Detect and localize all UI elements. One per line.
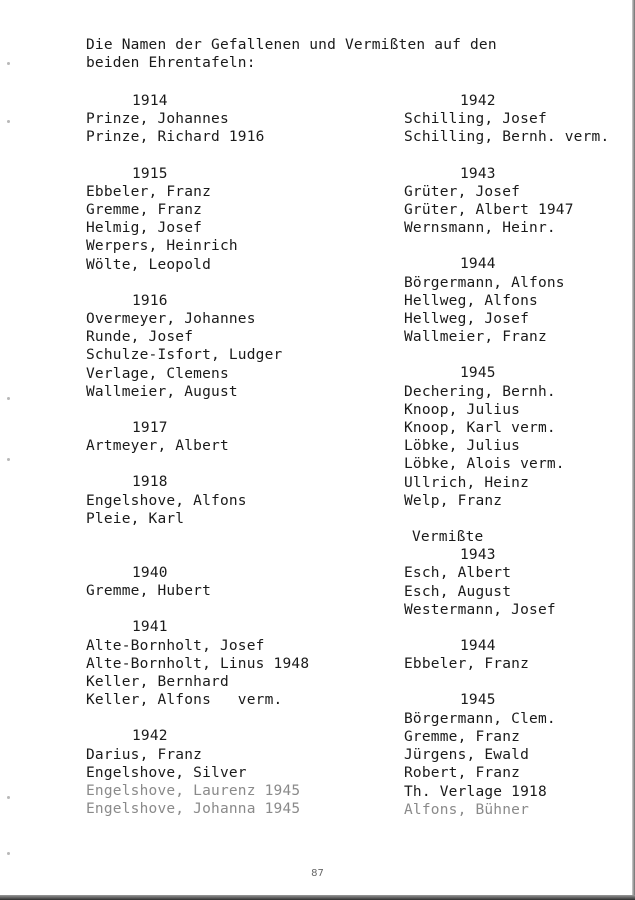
name-entry: Börgermann, Alfons: [404, 274, 565, 291]
name-entry: Prinze, Johannes: [86, 111, 229, 128]
year-heading: 1941: [132, 619, 168, 636]
name-entry: Alte-Bornholt, Linus 1948: [86, 655, 310, 672]
name-entry: Gremme, Hubert: [86, 583, 212, 600]
name-entry: Löbke, Julius: [404, 438, 521, 455]
name-entry: Westermann, Josef: [404, 601, 556, 618]
year-group-1945: [404, 364, 629, 510]
left-column: [86, 92, 386, 819]
year-heading: 1942: [132, 728, 168, 745]
name-entry: Wallmeier, Franz: [404, 329, 547, 346]
name-entry: Ebbeler, Franz: [404, 656, 530, 673]
name-entry: Knoop, Julius: [404, 401, 521, 418]
year-heading: 1945: [460, 692, 496, 709]
name-entry: Grüter, Josef: [404, 183, 521, 200]
name-entry: Artmeyer, Albert: [86, 438, 229, 455]
name-entry: Wallmeier, August: [86, 383, 238, 400]
name-entry: Jürgens, Ewald: [404, 747, 530, 764]
name-entry: Hellweg, Josef: [404, 311, 530, 328]
name-entry: Ebbeler, Franz: [86, 183, 212, 200]
year-heading: 1916: [132, 292, 168, 309]
missing-section: [404, 528, 629, 819]
year-group-1918: [86, 473, 386, 528]
year-group-1916: [86, 292, 386, 401]
page-edge-shadow: [0, 895, 635, 900]
name-entry: Darius, Franz: [86, 746, 203, 763]
year-group-1914: [86, 92, 386, 147]
name-entry: Löbke, Alois verm.: [404, 456, 565, 473]
page-heading: [86, 36, 566, 72]
name-entry: Grüter, Albert 1947: [404, 202, 574, 219]
punch-mark: [7, 62, 10, 65]
name-entry: Dechering, Bernh.: [404, 383, 556, 400]
name-entry: Prinze, Richard 1916: [86, 129, 265, 146]
punch-mark: [7, 397, 10, 400]
name-entry: Esch, August: [404, 583, 512, 600]
year-heading: 1944: [460, 638, 496, 655]
name-entry: Engelshove, Silver: [86, 764, 247, 781]
punch-mark: [7, 852, 10, 855]
right-column: [404, 92, 629, 819]
name-entry: Keller, Bernhard: [86, 674, 229, 691]
name-entry-faded: Engelshove, Johanna 1945: [86, 801, 301, 818]
name-entry: Alte-Bornholt, Josef: [86, 637, 265, 654]
year-group-1940: [86, 564, 386, 600]
name-entry: Hellweg, Alfons: [404, 292, 538, 309]
year-group-1944: [404, 255, 629, 346]
year-heading: 1943: [460, 547, 496, 564]
year-group-1917: [86, 419, 386, 455]
name-entry: Robert, Franz: [404, 765, 521, 782]
name-entry: Engelshove, Alfons: [86, 492, 247, 509]
punch-mark: [7, 796, 10, 799]
name-entry: Gremme, Franz: [404, 728, 521, 745]
year-group-1942: [86, 727, 386, 818]
name-entry: Schilling, Josef: [404, 111, 547, 128]
heading-line-1: Die Namen der Gefallenen und Vermißten auf den: [86, 37, 497, 53]
year-heading: 1917: [132, 420, 168, 437]
name-entry: Gremme, Franz: [86, 202, 203, 219]
name-entry: Keller, Alfons verm.: [86, 692, 283, 709]
name-entry: Overmeyer, Johannes: [86, 311, 256, 328]
name-entry: Wölte, Leopold: [86, 256, 212, 273]
year-group-1941: [86, 618, 386, 709]
year-heading: 1944: [460, 256, 496, 273]
name-entry: Verlage, Clemens: [86, 365, 229, 382]
punch-mark: [7, 120, 10, 123]
year-heading: 1943: [460, 165, 496, 182]
year-group-1915: [86, 165, 386, 274]
name-entry-faded: Alfons, Bühner: [404, 801, 530, 818]
name-entry: Knoop, Karl verm.: [404, 420, 556, 437]
punch-mark: [7, 458, 10, 461]
name-entry: Schilling, Bernh. verm.: [404, 129, 610, 146]
year-heading: 1914: [132, 93, 168, 109]
name-entry: Börgermann, Clem.: [404, 710, 556, 727]
name-entry-faded: Engelshove, Laurenz 1945: [86, 783, 301, 800]
heading-line-2: beiden Ehrentafeln:: [86, 55, 256, 71]
name-entry: Wernsmann, Heinr.: [404, 220, 556, 237]
name-entry: Runde, Josef: [86, 329, 194, 346]
name-entry: Esch, Albert: [404, 565, 512, 582]
year-heading: 1915: [132, 165, 168, 182]
year-heading: 1918: [132, 474, 168, 491]
name-entry: Welp, Franz: [404, 492, 503, 509]
page-number: 87: [311, 868, 324, 879]
year-group-1942: [404, 92, 629, 147]
name-entry: Th. Verlage 1918: [404, 783, 547, 800]
year-heading: 1940: [132, 565, 168, 582]
name-entry: Helmig, Josef: [86, 220, 203, 237]
name-entry: Ullrich, Heinz: [404, 474, 530, 491]
name-entry: Werpers, Heinrich: [86, 238, 238, 255]
year-heading: 1942: [460, 93, 496, 109]
name-entry: Pleie, Karl: [86, 510, 185, 527]
name-entry: Schulze-Isfort, Ludger: [86, 347, 283, 364]
missing-heading: Vermißte: [412, 529, 484, 546]
year-group-1943: [404, 165, 629, 238]
year-heading: 1945: [460, 365, 496, 382]
